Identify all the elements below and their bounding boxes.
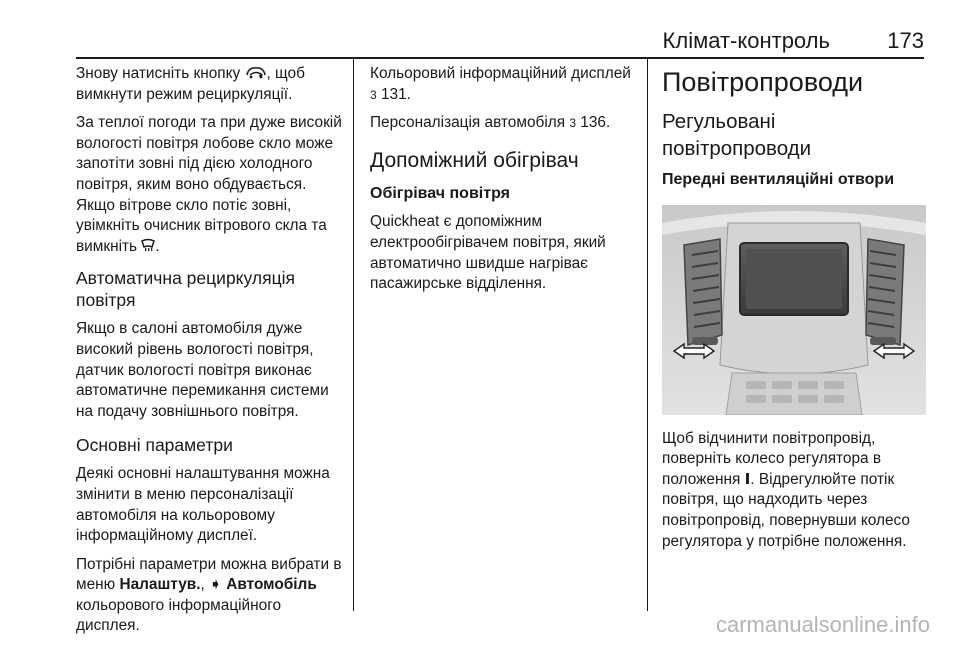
recirculation-car-icon [245, 65, 267, 82]
heading-auxiliary-heater: Допоміжний обігрівач [370, 148, 579, 172]
left-thumbwheel [692, 337, 718, 345]
menu-arrow-icon: ➧ [209, 576, 222, 594]
paragraph-quickheat: Quickheat є допоміжним електрообігрівачем повітря, який автоматично швидше нагріває пасажирське відділення. [370, 213, 606, 293]
heading-adjustable-vents: Регульовані повітропроводи [662, 110, 812, 160]
watermark: carmanualsonline.info [715, 612, 930, 637]
paragraph-basic-settings: Деякі основні налаштування можна змінити в меню персоналізації автомобіля на кольоровому інформаційному дисплеї. [76, 465, 330, 545]
page-header [76, 28, 924, 52]
section-title: Клімат-контроль [662, 28, 830, 53]
windshield-defrost-icon [141, 238, 155, 255]
heading-front-vents: Передні вентиляційні отвори [662, 171, 895, 188]
page-reference-icon: 3 [569, 116, 577, 131]
paragraph-open-vent: Щоб відчинити повітропровід, поверніть колесо регулятора в положення Ⅰ. Відрегулюйте потік повітря, що надходить через повітропровід, повернувши колесо регулятора у потрібне положення. [662, 429, 910, 550]
column-2 [370, 64, 632, 303]
right-air-vent [866, 239, 904, 345]
heading-basic-settings: Основні параметри [76, 435, 233, 456]
menu-vehicle: Автомобіль [222, 576, 317, 594]
header-rule [76, 57, 924, 59]
page-reference-icon: 3 [370, 87, 377, 102]
paragraph-auto-recirculation: Якщо в салоні автомобіля дуже високий рівень вологості повітря, датчик вологості повітря виконає автоматичне перемикання системи на подачу зовнішнього повітря. [76, 320, 329, 420]
column-1 [76, 64, 346, 645]
paragraph-color-display-ref: Кольоровий інформаційний дисплей 3 131. [370, 65, 631, 103]
position-one-symbol: Ⅰ [744, 470, 751, 488]
column-3 [662, 60, 928, 560]
column-divider-2 [647, 58, 648, 611]
paragraph-personalization-ref: Персоналізація автомобіля 3 136. [370, 114, 611, 132]
paragraph-recirc-off: Знову натисніть кнопку , щоб вимкнути режим рециркуляції. [76, 65, 305, 103]
menu-settings: Налаштув. [119, 576, 201, 594]
paragraph-fogging: За теплої погоди та при дуже високій вологості повітря лобове скло може запотіти зовні під дією холодного повітря, яким воно обдувається. Якщо вітрове скло потіє зовні, увімкніть очисник вітрового скла та вимкніть . [76, 114, 342, 255]
heading-air-heater: Обігрівач повітря [370, 184, 510, 202]
paragraph-menu-path: Потрібні параметри можна вибрати в меню Налаштув., ➧ Автомобіль кольорового інформаційного дисплея. [76, 555, 342, 635]
left-air-vent [684, 239, 722, 345]
right-thumbwheel [870, 337, 896, 345]
heading-auto-recirculation: Автоматична рециркуляція повітря [76, 268, 295, 311]
column-divider-1 [353, 58, 354, 611]
dashboard-vents-illustration [662, 205, 926, 415]
page-number: 173 [887, 28, 924, 53]
heading-air-vents: Повітропроводи [662, 67, 864, 97]
